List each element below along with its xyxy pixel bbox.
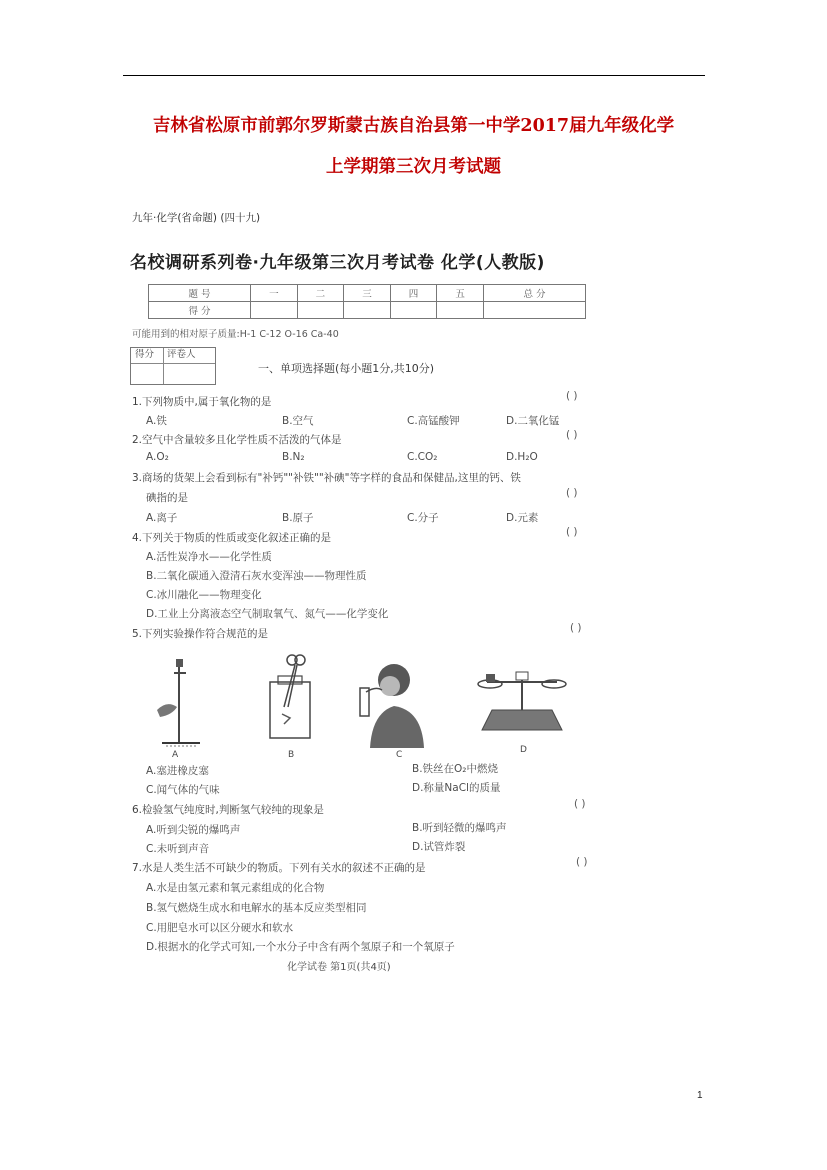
grader-label: 评卷人 xyxy=(167,349,196,360)
figure-label-b: B xyxy=(288,750,295,760)
question-3-stem-continued: 碘指的是 xyxy=(146,492,188,504)
table-row xyxy=(149,285,586,302)
option: C.闻气体的气味 xyxy=(146,784,220,796)
question-2-stem: 2.空气中含量较多且化学性质不活泼的气体是 xyxy=(132,434,342,446)
option: B.听到轻微的爆鸣声 xyxy=(412,822,507,834)
option: A.离子 xyxy=(146,512,178,524)
scan-footer: 化学试卷 第1页(共4页) xyxy=(287,962,391,973)
option: A.O₂ xyxy=(146,451,169,463)
answer-paren: ( ) xyxy=(574,798,586,810)
grader-box xyxy=(130,347,216,385)
table-cell xyxy=(437,302,484,319)
question-1-stem: 1.下列物质中,属于氧化物的是 xyxy=(132,396,272,408)
answer-paren: ( ) xyxy=(566,390,578,402)
answer-paren: ( ) xyxy=(576,856,588,868)
figure-c-smelling-gas xyxy=(352,658,432,753)
option: D.二氧化锰 xyxy=(506,415,560,427)
table-cell: 得 分 xyxy=(149,302,251,319)
option: A.铁 xyxy=(146,415,167,427)
figure-a-insert-stopper xyxy=(152,655,202,750)
figure-d-weighing-nacl xyxy=(472,670,572,740)
table-cell xyxy=(251,302,298,319)
exam-series-header: 九年·化学(省命题) (四十九) xyxy=(132,212,261,224)
figure-label-d: D xyxy=(520,745,527,755)
atomic-masses: 可能用到的相对原子质量:H-1 C-12 O-16 Ca-40 xyxy=(132,329,339,340)
answer-paren: ( ) xyxy=(570,622,582,634)
table-row xyxy=(149,302,586,319)
option: A.听到尖锐的爆鸣声 xyxy=(146,824,241,836)
table-cell xyxy=(297,302,344,319)
option: C.冰川融化——物理变化 xyxy=(146,589,262,601)
page-number: 1 xyxy=(697,1090,703,1101)
answer-paren: ( ) xyxy=(566,429,578,441)
option: C.CO₂ xyxy=(407,451,438,463)
table-cell xyxy=(344,302,391,319)
option: D.工业上分离液态空气制取氧气、氮气——化学变化 xyxy=(146,608,389,620)
option: D.元素 xyxy=(506,512,539,524)
document-title-line2: 上学期第三次月考试题 xyxy=(326,157,501,177)
table-cell: 二 xyxy=(297,285,344,302)
question-6-stem: 6.检验氢气纯度时,判断氢气较纯的现象是 xyxy=(132,804,324,816)
exam-title: 名校调研系列卷·九年级第三次月考试卷 化学(人教版) xyxy=(130,253,545,273)
table-cell: 一 xyxy=(251,285,298,302)
table-cell: 四 xyxy=(390,285,437,302)
answer-paren: ( ) xyxy=(566,487,578,499)
option: A.塞进橡皮塞 xyxy=(146,765,209,777)
option: C.高锰酸钾 xyxy=(407,415,460,427)
option: B.原子 xyxy=(282,512,314,524)
table-cell xyxy=(390,302,437,319)
option: B.空气 xyxy=(282,415,314,427)
option: B.N₂ xyxy=(282,451,305,463)
table-cell: 总 分 xyxy=(483,285,585,302)
option: B.氢气燃烧生成水和电解水的基本反应类型相同 xyxy=(146,902,367,914)
table-cell: 五 xyxy=(437,285,484,302)
option: D.H₂O xyxy=(506,451,538,463)
scanned-exam-sheet xyxy=(122,200,622,980)
score-label: 得分 xyxy=(135,349,155,360)
table-cell xyxy=(483,302,585,319)
option: D.试管炸裂 xyxy=(412,841,466,853)
score-table xyxy=(148,284,586,319)
option: B.铁丝在O₂中燃烧 xyxy=(412,763,499,775)
option: D.称量NaCl的质量 xyxy=(412,782,501,794)
option: B.二氧化碳通入澄清石灰水变浑浊——物理性质 xyxy=(146,570,367,582)
option: C.未听到声音 xyxy=(146,843,210,855)
option: A.活性炭净水——化学性质 xyxy=(146,551,272,563)
question-3-stem: 3.商场的货架上会看到标有"补钙""补铁""补碘"等字样的食品和保健品,这里的钙、铁 xyxy=(132,472,521,484)
answer-paren: ( ) xyxy=(566,526,578,538)
header-rule xyxy=(123,75,705,76)
section-heading: 一、单项选择题(每小题1分,共10分) xyxy=(258,362,435,375)
option: D.根据水的化学式可知,一个水分子中含有两个氢原子和一个氧原子 xyxy=(146,941,455,953)
option: C.分子 xyxy=(407,512,439,524)
document-title-line1: 吉林省松原市前郭尔罗斯蒙古族自治县第一中学2017届九年级化学 xyxy=(152,116,675,136)
figure-label-a: A xyxy=(172,750,179,760)
table-cell: 题 号 xyxy=(149,285,251,302)
option: A.水是由氢元素和氧元素组成的化合物 xyxy=(146,882,325,894)
question-4-stem: 4.下列关于物质的性质或变化叙述正确的是 xyxy=(132,532,332,544)
question-7-stem: 7.水是人类生活不可缺少的物质。下列有关水的叙述不正确的是 xyxy=(132,862,426,874)
option: C.用肥皂水可以区分硬水和软水 xyxy=(146,922,294,934)
figure-b-iron-wire-burning xyxy=(262,652,317,742)
figure-label-c: C xyxy=(396,750,403,760)
table-cell: 三 xyxy=(344,285,391,302)
question-5-stem: 5.下列实验操作符合规范的是 xyxy=(132,628,269,640)
